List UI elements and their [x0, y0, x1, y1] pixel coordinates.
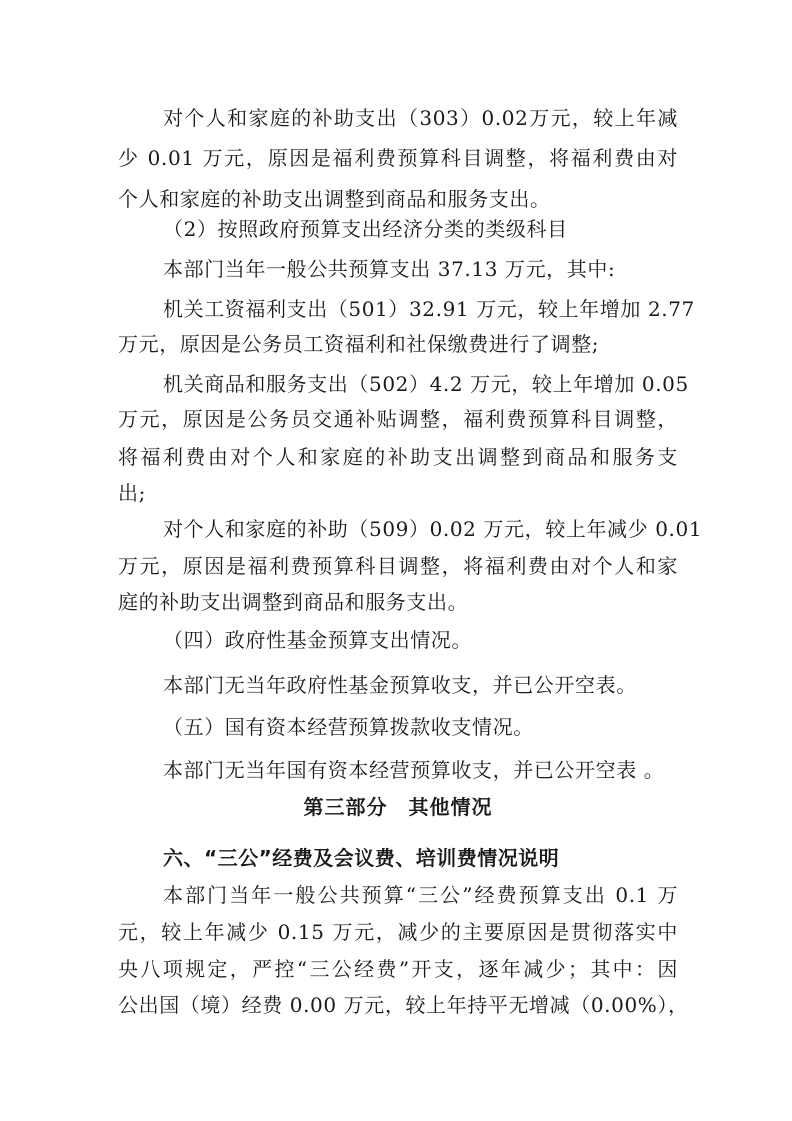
paragraph-line: 万元，原因是公务员工资福利和社保缴费进行了调整; — [118, 332, 600, 356]
paragraph-line: 元，较上年减少 0.15 万元，减少的主要原因是贯彻落实中 — [118, 920, 678, 944]
subheading: （四）政府性基金预算支出情况。 — [163, 628, 472, 652]
paragraph-line: 本部门当年一般公共预算“三公”经费预算支出 0.1 万 — [163, 883, 678, 907]
paragraph-line: 庭的补助支出调整到商品和服务支出。 — [118, 590, 469, 614]
paragraph-line: 本部门当年一般公共预算支出 37.13 万元，其中: — [163, 257, 616, 281]
paragraph-line: 央八项规定，严控“三公经费”开支，逐年减少；其中：因 — [118, 957, 678, 981]
paragraph-line: 少 0.01 万元，原因是福利费预算科目调整，将福利费由对 — [118, 146, 678, 170]
paragraph-line: 万元，原因是公务员交通补贴调整，福利费预算科目调整， — [118, 407, 678, 431]
paragraph-line: 公出国（境）经费 0.00 万元，较上年持平无增减（0.00%）， — [118, 993, 689, 1017]
paragraph-line: 万元，原因是福利费预算科目调整，将福利费由对个人和家 — [118, 554, 678, 578]
section-title: 六、“三公”经费及会议费、培训费情况说明 — [163, 846, 560, 870]
subheading: （2）按照政府预算支出经济分类的类级科目 — [163, 217, 568, 241]
paragraph-line: 个人和家庭的补助支出调整到商品和服务支出。 — [118, 187, 551, 211]
paragraph-line: 对个人和家庭的补助（509）0.02 万元，较上年减少 0.01 — [163, 517, 703, 541]
paragraph-line: 机关工资福利支出（501）32.91 万元，较上年增加 2.77 — [163, 297, 695, 321]
paragraph-line: 出; — [118, 481, 146, 505]
part-title: 第三部分 其他情况 — [303, 795, 493, 819]
paragraph-line: 将福利费由对个人和家庭的补助支出调整到商品和服务支 — [118, 445, 678, 469]
paragraph-line: 机关商品和服务支出（502）4.2 万元，较上年增加 0.05 — [163, 372, 689, 396]
paragraph-line: 本部门无当年国有资本经营预算收支，并已公开空表 。 — [163, 758, 665, 782]
subheading: （五）国有资本经营预算拨款收支情况。 — [163, 715, 534, 739]
paragraph-line: 对个人和家庭的补助支出（303）0.02万元，较上年减 — [163, 106, 678, 130]
paragraph-line: 本部门无当年政府性基金预算收支，并已公开空表。 — [163, 673, 637, 697]
